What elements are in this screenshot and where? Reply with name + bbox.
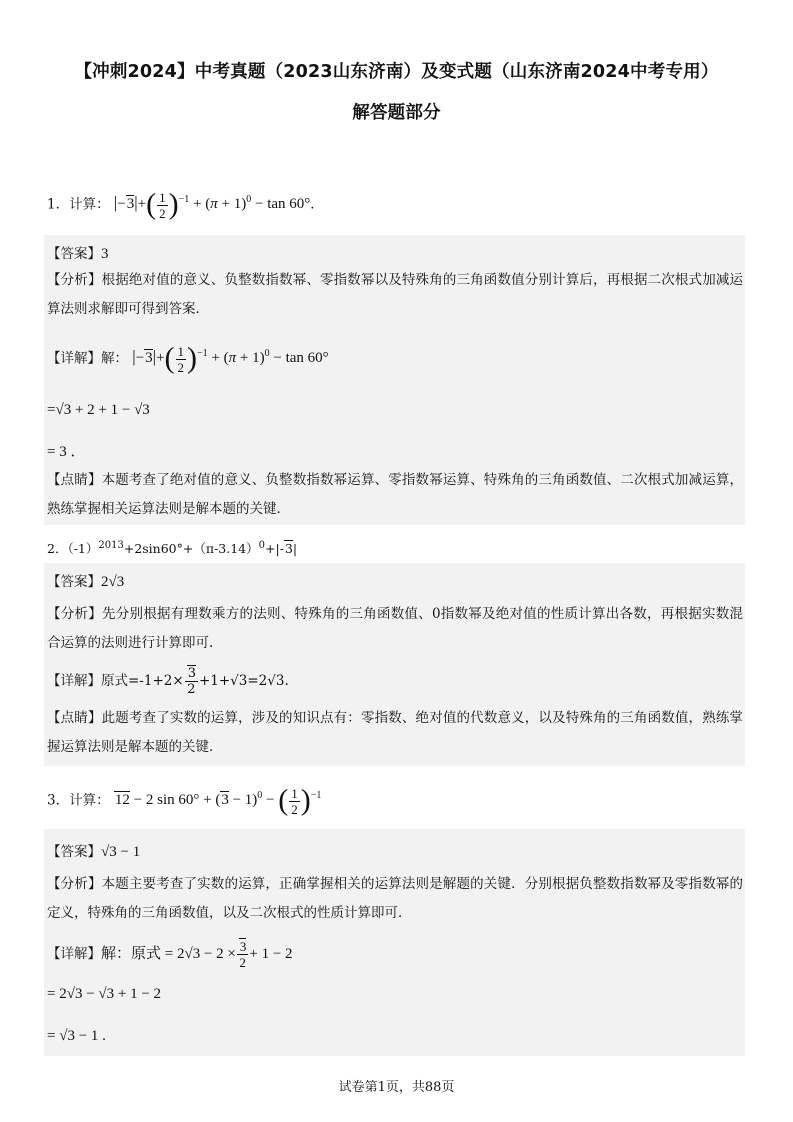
detail-1: 【详解】解： |−3|+( $\frac{1}{2}$ )$^{-1} + (\pi + 1)^0 - \tan 60^\circ$ [47, 342, 329, 375]
analysis-2: 【分析】先分别根据有理数乘方的法则、特殊角的三角函数值、0指数幂及绝对值的性质计算出各数，再根据实数混合运算的法则进行计算即可. [47, 606, 744, 651]
document-subtitle: 解答题部分 [352, 103, 441, 123]
comment-1: 【点睛】本题考查了绝对值的意义、负整数指数幂运算、零指数幂运算、特殊角的三角函数值、二次根式加减运算，熟练掌握相关运算法则是解本题的关键． [47, 472, 744, 517]
detail-step: = √3 − 1 . [47, 1028, 106, 1044]
question-3: 3．计算： 12 − 2 $\sin 60^\circ + (3 - 1)^0$ − ( $\frac{1}{2}$ )$^{-1}$ [47, 784, 322, 817]
detail-step: = 2√3 − √3 + 1 − 2 [47, 986, 162, 1002]
question-prompt-label: 计算： [69, 196, 110, 213]
question-number: 2． [47, 541, 68, 557]
question-1: 1．计算： |−3|+( $\frac{1}{2}$ )$^{-1} + (\pi + 1)^0 - \tan 60^\circ$． [47, 188, 324, 221]
document-title: 【冲刺2024】中考真题（2023山东济南）及变式题（山东济南2024中考专用） [74, 62, 719, 82]
detail-2: 【详解】原式=-1+2× $\frac{3}{2}$ +1+√3=2√3. [47, 666, 289, 697]
question-2: 2．$(-1)^{2013}+2\sin 60^\circ+(\pi-3.14)^0+|-3|$ [47, 540, 298, 557]
detail-step: = 3 ． [47, 444, 86, 460]
detail-3: 【详解】解：原式 = 2√3 − 2 × $\frac{3}{2}$ + 1 − 2 [47, 939, 293, 970]
comment-2: 【点睛】此题考查了实数的运算，涉及的知识点有：零指数、绝对值的代数意义，以及特殊角的三角函数值，熟练掌握运算法则是解本题的关键． [47, 710, 744, 755]
analysis-3: 【分析】本题主要考查了实数的运算，正确掌握相关的运算法则是解题的关键．分别根据负整数指数幂及零指数幂的定义，特殊角的三角函数值，以及二次根式的性质计算即可． [47, 876, 744, 921]
answer-2: 【答案】2√3 [47, 574, 125, 590]
detail-step: =√3 + 2 + 1 − √3 [47, 402, 150, 418]
question-number: 1． [47, 196, 70, 213]
answer-1: 【答案】3 [47, 246, 109, 262]
page-footer: 试卷第1页，共88页 [338, 1080, 455, 1095]
question-number: 3． [47, 792, 70, 809]
analysis-1: 【分析】根据绝对值的意义、负整数指数幂、零指数幂以及特殊角的三角函数值分别计算后，再根据二次根式加减运算法则求解即可得到答案． [47, 272, 744, 317]
math-expression: |−3|+( $\frac{1}{2}$ )$^{-1} + (\pi + 1)^0 - \tan 60^\circ$ [113, 188, 311, 221]
answer-3: 【答案】√3 − 1 [47, 844, 141, 860]
